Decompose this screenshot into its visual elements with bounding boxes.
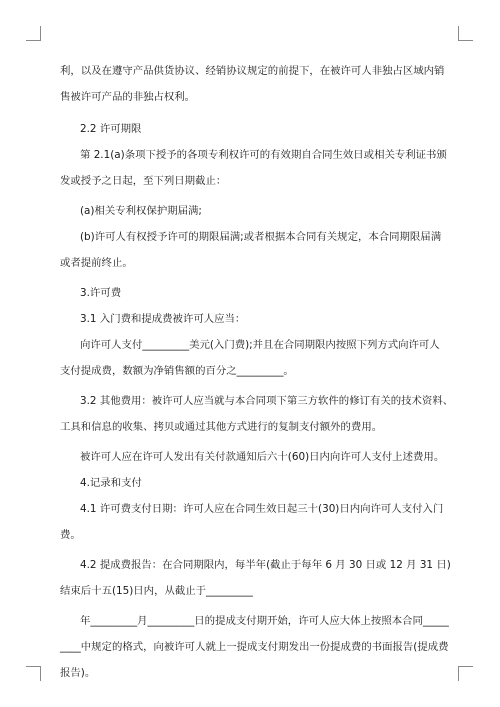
paragraph-line: 年_________月_________日的提成支付期开始，许可人应大体上按照本合同_____ [80, 615, 449, 627]
paragraph-line: 报告)。 [60, 667, 96, 679]
paragraph-line: 利，以及在遵守产品供货协议、经销协议规定的前提下，在被许可人非独占区域内销 [60, 65, 445, 77]
crop-mark-top-right [458, 26, 473, 41]
paragraph-line: 第 2.1(a)条项下授予的各项专利权许可的有效期自合同生效日或相关专利证书颁 [80, 149, 447, 161]
paragraph-line: 或者提前终止。 [60, 257, 133, 269]
subsection-heading: 3.1 入门费和提成费被许可人应当： [80, 313, 246, 325]
paragraph-line: 向许可人支付_________美元(入门费);并且在合同期限内按照下列方式向许可人 [80, 339, 440, 351]
crop-mark-bottom-right [458, 666, 473, 681]
paragraph-line: 支付提成费，数额为净销售额的百分之_________。 [60, 365, 294, 377]
section-heading: 2.2 许可期限 [80, 123, 142, 135]
section-heading: 4.记录和支付 [80, 477, 142, 489]
crop-mark-top-left [26, 26, 41, 41]
paragraph-line: 被许可人应在许可人发出有关付款通知后六十(60)日内向许可人支付上述费用。 [80, 451, 445, 463]
paragraph-line: 结束后十五(15)日内，从截止于_________ [60, 585, 253, 597]
list-item: (a)相关专利权保护期届满; [80, 205, 202, 217]
paragraph-line: 3.2 其他费用：被许可人应当就与本合同项下第三方软件的修订有关的技术资料、 [80, 395, 454, 407]
paragraph-line: 发或授予之日起，至下列日期截止： [60, 175, 227, 187]
paragraph-line: 4.1 许可费支付日期：许可人应在合同生效日起三十(30)日内向许可人支付入门 [80, 503, 444, 515]
paragraph-line: ____中规定的格式，向被许可人就上一提成支付期发出一份提成费的书面报告(提成费 [60, 641, 449, 653]
crop-mark-bottom-left [26, 666, 41, 681]
paragraph-line: 费。 [60, 529, 81, 541]
paragraph-line: 工具和信息的收集、拷贝或通过其他方式进行的复制支付额外的费用。 [60, 421, 383, 433]
list-item: (b)许可人有权授予许可的期限届满;或者根据本合同有关规定，本合同期限届满 [80, 231, 442, 243]
paragraph-line: 4.2 提成费报告：在合同期限内，每半年(截止于每年 6 月 30 日或 12 月 31 日) [80, 559, 451, 571]
paragraph-line: 售被许可产品的非独占权利。 [60, 91, 196, 103]
section-heading: 3.许可费 [80, 287, 122, 299]
